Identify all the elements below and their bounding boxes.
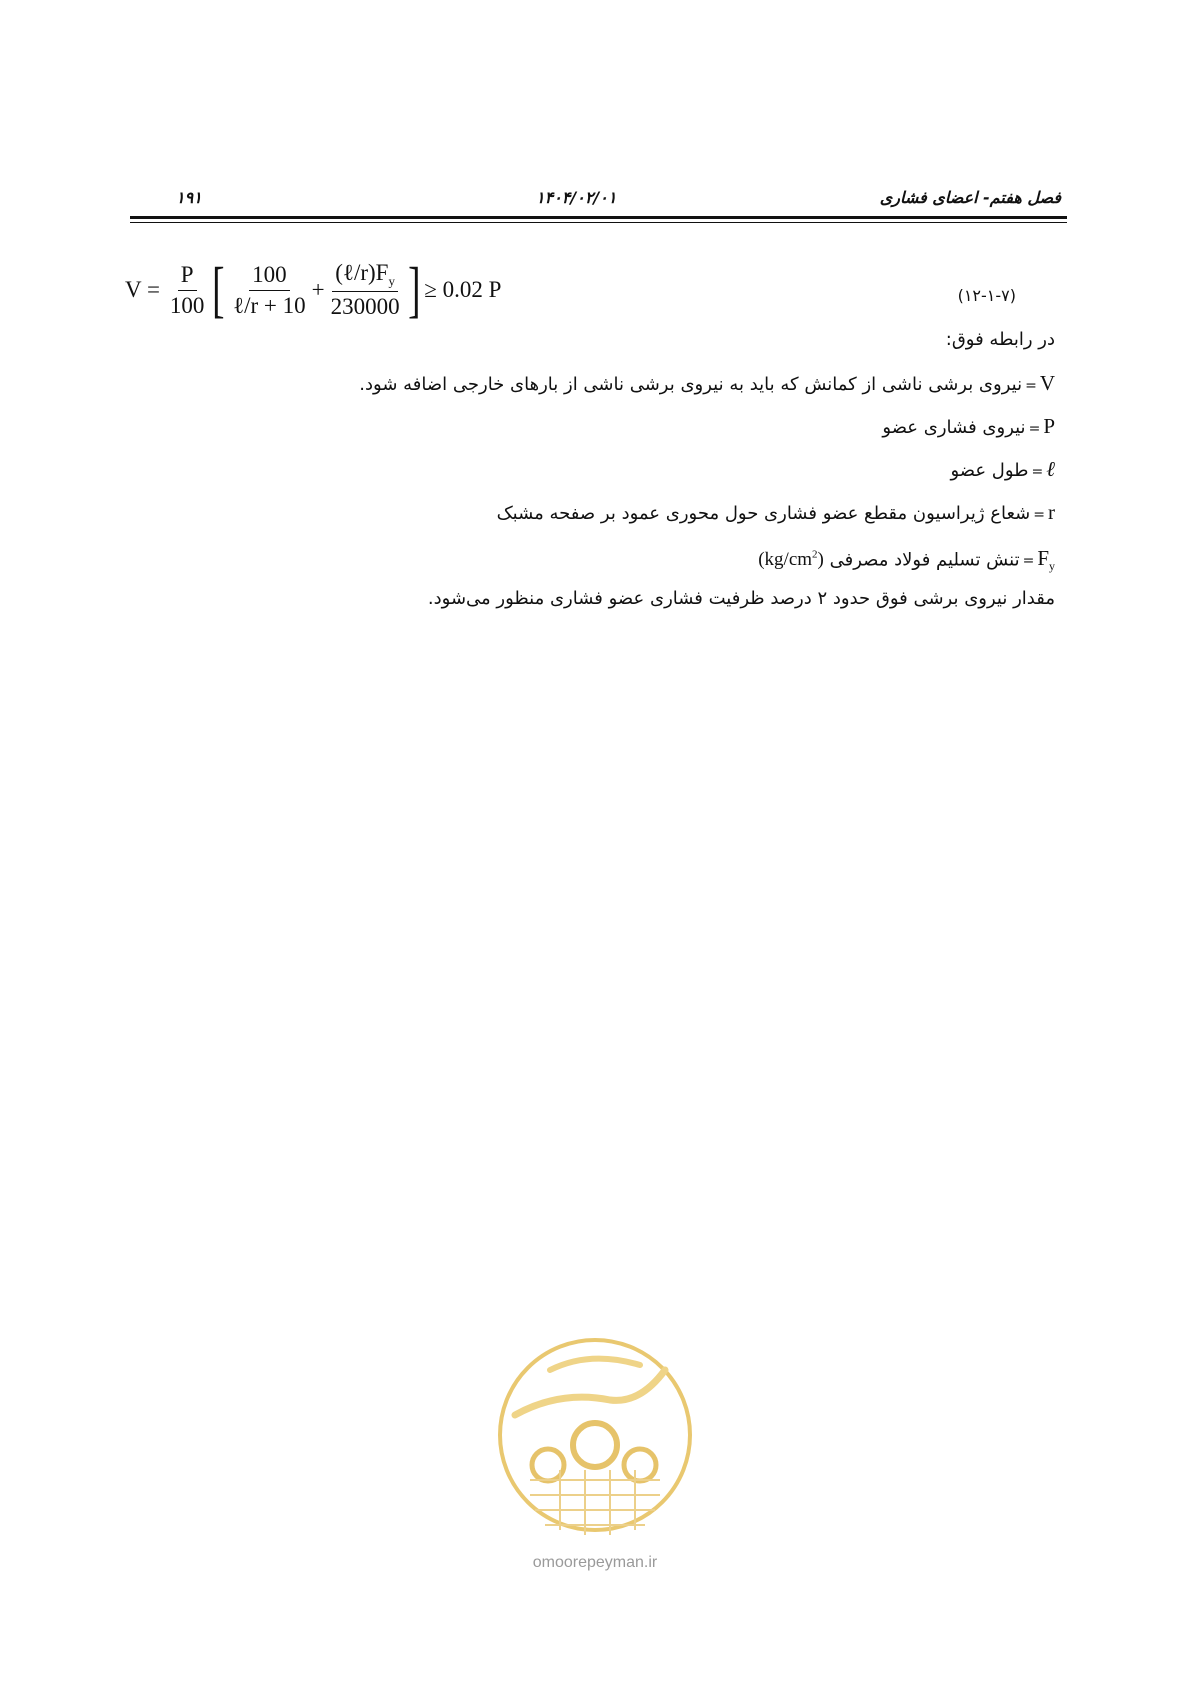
formula-frac2-sub: y xyxy=(388,273,395,289)
formula-plus: + xyxy=(311,277,325,302)
formula-frac1-den: ℓ/r + 10 xyxy=(233,292,306,318)
definition-symbol: $F_y$ xyxy=(1037,546,1055,574)
formula-rhs: ≥ 0.02 P xyxy=(424,277,502,302)
header-date: ۱۴۰۴/۰۲/۰۱ xyxy=(536,188,617,207)
formula-frac1-num: 100 xyxy=(249,262,290,291)
equation-number: (۱۲-۱-۷) xyxy=(957,286,1016,305)
definition-text: شعاع ژیراسیون مقطع عضو فشاری حول محوری عمود بر صفحه مشبک xyxy=(496,503,1031,524)
formula-lhs: V = xyxy=(125,277,160,302)
formula-frac2-den: 230000 xyxy=(330,294,400,320)
omoorepeyman-logo-icon xyxy=(490,1330,700,1560)
definition-fy: $F_y=تنش$ تسلیم فولاد مصرفی $(kg/cm^2)$ xyxy=(758,546,1055,574)
definition-symbol: ℓ xyxy=(1046,457,1055,481)
chapter-title: فصل هفتم- اعضای فشاری xyxy=(879,188,1061,207)
left-bracket: [ xyxy=(212,256,225,324)
right-bracket: ] xyxy=(407,256,421,324)
definition-text: تنش تسلیم فولاد مصرفی xyxy=(829,549,1020,571)
definition-symbol: r xyxy=(1048,500,1055,524)
definition-text: طول عضو xyxy=(950,460,1029,481)
definition-text: نیروی برشی ناشی از کمانش که باید به نیروی برشی ناشی از بارهای خارجی اضافه شود. xyxy=(359,374,1023,395)
shear-force-formula xyxy=(125,250,501,330)
watermark-website: omoorepeyman.ir xyxy=(532,1554,658,1571)
header-rule-thick xyxy=(130,216,1067,219)
formula-frac2-num-wrap xyxy=(332,260,398,293)
unit-label: $(kg/cm^2)$ xyxy=(758,549,824,571)
definition-text: نیروی فشاری عضو xyxy=(882,417,1026,438)
formula-frac2-num: (ℓ/r)F xyxy=(335,259,389,285)
definition-symbol: P xyxy=(1043,414,1055,438)
page-number: ۱۹۱ xyxy=(176,188,202,207)
formula-p-den: 100 xyxy=(169,292,205,318)
formula-p-num: P xyxy=(178,262,197,291)
definition-l: ℓ=طول عضو xyxy=(950,457,1055,481)
conclusion-text: مقدار نیروی برشی فوق حدود ۲ درصد ظرفیت فشاری عضو فشاری منظور می‌شود. xyxy=(427,588,1055,609)
definition-symbol: V xyxy=(1039,371,1055,395)
formula-p-fraction xyxy=(167,262,208,319)
definition-p: P=نیروی فشاری عضو xyxy=(882,414,1055,438)
header-rule-thin xyxy=(130,222,1067,223)
definition-r: r=شعاع ژیراسیون مقطع عضو فشاری حول محوری عمود بر صفحه مشبک xyxy=(496,500,1055,524)
formula-fraction-2 xyxy=(328,260,403,321)
watermark-logo xyxy=(490,1330,700,1590)
definition-v: V=نیروی برشی ناشی از کمانش که باید به نیروی برشی ناشی از بارهای خارجی اضافه شود. xyxy=(359,371,1055,395)
formula-fraction-1 xyxy=(230,262,309,319)
intro-text: در رابطه فوق: xyxy=(945,329,1055,350)
